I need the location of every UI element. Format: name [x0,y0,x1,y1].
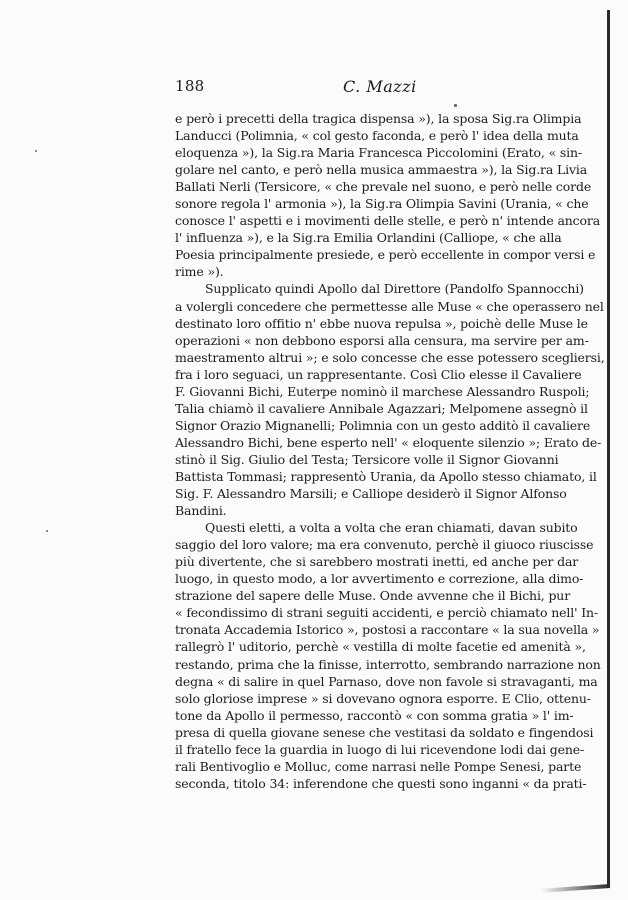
text-line: Landucci (Polimnia, « col gesto faconda, e però l' idea della muta [175,128,579,144]
text-line: tone da Apollo il permesso, raccontò « con somma gratia » l' im- [175,707,574,723]
text-line: strazione del sapere delle Muse. Onde avvenne che il Bichi, pur [175,588,571,604]
page-header [175,77,558,97]
text-line: « fecondissimo di strani seguiti accidenti, e perciò chiamato nell' In- [175,605,598,621]
bottom-corner-stroke [540,884,610,893]
text-line: Bandini. [175,503,227,519]
text-line: Battista Tommasi; rappresentò Urania, da Apollo stesso chiamato, il [175,468,597,484]
text-line: più divertente, che si sarebbero mostrati inetti, ed anche per dar [175,554,579,570]
text-line: maestramento altrui »; e solo concesse che esse potessero scegliersi, [175,349,605,365]
ink-dot [454,104,457,107]
text-line: presa di quella giovane senese che vestitasi da soldato e fingendosi [175,724,594,740]
text-line: restando, prima che la finisse, interrotto, sembrando narrazione non [175,656,601,672]
text-line: degna « di salire in quel Parnaso, dove non favole si stravaganti, ma [175,673,598,689]
paper-speck [46,530,48,532]
text-line: Ballati Nerli (Tersicore, « che prevale nel suono, e però nelle corde [175,179,592,195]
body-text [175,110,605,792]
text-line: destinato loro offitio n' ebbe nuova repulsa », poichè delle Muse le [175,315,588,331]
text-line: rali Bentivoglio e Molluc, come narrasi nelle Pompe Senesi, parte [175,758,582,774]
paper-speck [35,150,37,152]
text-line: tronata Accademia Istorico », postosi a raccontare « la sua novella » [175,622,600,638]
text-line: seconda, titolo 34: inferendone che questi sono inganni « da prati- [175,775,587,791]
text-line: a volergli concedere che permettesse alle Muse « che operassero nel [175,298,604,314]
text-line: Supplicato quindi Apollo dal Direttore (Pandolfo Spannocchi) [205,281,584,297]
text-line: rime »). [175,264,224,280]
text-line: e però i precetti della tragica dispensa »), la sposa Sig.ra Olimpia [175,111,582,126]
text-line: solo gloriose imprese » si dovevano ognora esporre. E Clio, ottenu- [175,690,591,706]
text-line: F. Giovanni Bichi, Euterpe nominò il marchese Alessandro Ruspoli; [175,383,590,399]
text-line: Questi eletti, a volta a volta che eran chiamati, davan subito [205,520,578,536]
page-number: 188 [175,77,205,95]
text-line: Poesia principalmente presiede, e però eccellente in compor versi e [175,247,596,263]
text-line: golare nel canto, e però nella musica ammaestra »), la Sig.ra Livia [175,162,588,178]
text-line: Talia chiamò il cavaliere Annibale Agazzari; Melpomene assegnò il [175,400,588,416]
text-line: Signor Orazio Mignanelli; Polimnia con un gesto additò il cavaliere [175,417,591,433]
page-edge-line [607,10,610,888]
text-line: fra i loro seguaci, un rappresentante. Così Clio elesse il Cavaliere [175,366,582,382]
text-line: Alessandro Bichi, bene esperto nell' « eloquente silenzio »; Erato de- [175,434,602,450]
text-line: operazioni « non debbono esporsi alla censura, ma servire per am- [175,332,589,348]
text-line: il fratello fece la guardia in luogo di lui ricevendone lodi dai gene- [175,741,585,757]
text-line: rallegrò l' uditorio, perchè « vestilla di molte facetie ed amenità », [175,639,586,655]
text-line: Sig. F. Alessandro Marsili; e Calliope desiderò il Signor Alfonso [175,486,567,502]
text-line: saggio del loro valore; ma era convenuto, perchè il giuoco riuscisse [175,537,594,553]
text-line: stinò il Sig. Giulio del Testa; Tersicore volle il Signor Giovanni [175,451,559,467]
text-line: luogo, in questo modo, a lor avvertimento e correzione, alla dimo- [175,571,584,587]
text-line: eloquenza »), la Sig.ra Maria Francesca Piccolomini (Erato, « sin- [175,145,582,161]
running-head: C. Mazzi [343,77,417,96]
text-line: l' influenza »), e la Sig.ra Emilia Orlandini (Calliope, « che alla [175,230,562,246]
text-line: sonore regola l' armonia »), la Sig.ra Olimpia Savini (Urania, « che [175,196,589,212]
text-line: conosce l' aspetti e i movimenti delle stelle, e però n' intende ancora [175,213,601,229]
